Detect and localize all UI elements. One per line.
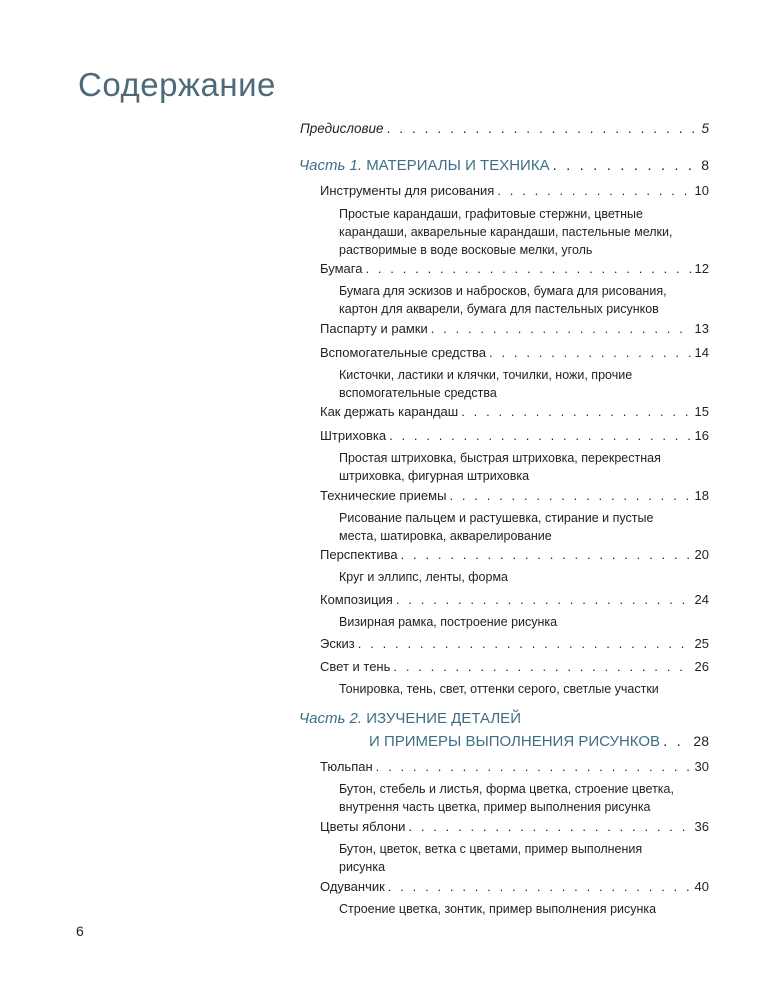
- toc-entry-label: Паспарту и рамки: [320, 321, 428, 336]
- toc-entry[interactable]: [320, 759, 709, 774]
- toc-entry-description: Рисование пальцем и растушевка, стирание и пустые места, шатировка, акварелирование: [339, 511, 654, 543]
- toc-entry-label: Свет и тень: [320, 659, 391, 674]
- part-title-continued: И ПРИМЕРЫ ВЫПОЛНЕНИЯ РИСУНКОВ: [369, 733, 661, 750]
- part-prefix: Часть 2.: [299, 710, 363, 727]
- toc-entry-label: Инструменты для рисования: [320, 183, 495, 198]
- dot-leader: [396, 592, 692, 607]
- toc-entry-page: 5: [701, 121, 709, 136]
- toc-entry-description: Кисточки, ластики и клячки, точилки, ножи, прочие вспомогательные средства: [339, 368, 633, 400]
- toc-entry-page: 18: [694, 488, 709, 503]
- part-title: ИЗУЧЕНИЕ ДЕТАЛЕЙ: [366, 710, 521, 727]
- dot-leader: [663, 733, 690, 750]
- toc-entry-label: Тюльпан: [320, 759, 373, 774]
- toc-entry[interactable]: [320, 819, 709, 834]
- dot-leader: [461, 404, 691, 419]
- dot-leader: [387, 121, 699, 136]
- toc-entry-description: Бутон, цветок, ветка с цветами, пример выполнения рисунка: [339, 842, 643, 874]
- toc-entry[interactable]: [320, 636, 709, 651]
- toc-entry-description: Простые карандаши, графитовые стержни, цветные карандаши, акварельные карандаши, пастельные мелки, растворимые в воде восковые мелки, уголь: [339, 207, 673, 257]
- toc-part-2[interactable]: [369, 733, 709, 750]
- dot-leader: [389, 428, 691, 443]
- dot-leader: [401, 547, 692, 562]
- toc-entry-description: Визирная рамка, построение рисунка: [339, 615, 558, 629]
- part-title: МАТЕРИАЛЫ И ТЕХНИКА: [366, 157, 550, 174]
- toc-entry[interactable]: [320, 321, 709, 336]
- dot-leader: [393, 659, 691, 674]
- toc-entry-page: 10: [694, 183, 709, 198]
- toc-entry-label: Одуванчик: [320, 879, 385, 894]
- toc-entry-label: Технические приемы: [320, 488, 447, 503]
- page-title: Содержание: [78, 66, 276, 103]
- dot-leader: [358, 636, 692, 651]
- toc-entry-label: Штриховка: [320, 428, 387, 443]
- toc-entry[interactable]: [320, 428, 709, 443]
- toc-entry-page: 36: [694, 819, 709, 834]
- toc-entry-page: 12: [694, 261, 709, 276]
- toc-entry-page: 30: [694, 759, 709, 774]
- toc-entry-page: 26: [694, 659, 709, 674]
- toc-entry-description: Круг и эллипс, ленты, форма: [339, 570, 509, 584]
- dot-leader: [376, 759, 692, 774]
- dot-leader: [365, 261, 691, 276]
- toc-entry[interactable]: [320, 261, 709, 276]
- dot-leader: [497, 183, 691, 198]
- toc-entry-description: Тонировка, тень, свет, оттенки серого, светлые участки: [339, 682, 659, 696]
- toc-entry-description: Строение цветка, зонтик, пример выполнения рисунка: [339, 902, 657, 916]
- toc-part-2-title[interactable]: [299, 710, 521, 727]
- toc-entry-page: 28: [693, 733, 709, 749]
- dot-leader: [449, 488, 691, 503]
- toc-entry-label: Цветы яблони: [320, 819, 406, 834]
- toc-entry[interactable]: [320, 345, 709, 360]
- toc-entry-description: Бутон, стебель и листья, форма цветка, строение цветка, внутрення часть цветка, пример выполнения рисунка: [339, 782, 674, 814]
- dot-leader: [553, 157, 699, 174]
- toc-entry[interactable]: [320, 547, 709, 562]
- part-prefix: Часть 1.: [299, 157, 363, 174]
- toc-part-1[interactable]: [299, 157, 709, 174]
- toc-entry-label: Вспомогательные средства: [320, 345, 487, 360]
- toc-entry-label: Перспектива: [320, 547, 398, 562]
- toc-entry-page: 15: [694, 404, 709, 419]
- dot-leader: [489, 345, 691, 360]
- toc-entry-page: 16: [694, 428, 709, 443]
- toc-entry[interactable]: [320, 404, 709, 419]
- toc-entry-label: Бумага: [320, 261, 363, 276]
- toc-entry[interactable]: [320, 488, 709, 503]
- toc-entry-page: 13: [694, 321, 709, 336]
- toc-entry-description: Простая штриховка, быстрая штриховка, перекрестная штриховка, фигурная штриховка: [339, 451, 661, 483]
- dot-leader: [431, 321, 692, 336]
- toc-entry-page: 20: [694, 547, 709, 562]
- toc-entry[interactable]: [320, 879, 709, 894]
- dot-leader: [408, 819, 691, 834]
- dot-leader: [388, 879, 692, 894]
- toc-entry-description: Бумага для эскизов и набросков, бумага для рисования, картон для акварели, бумага для пастельных рисунков: [339, 284, 667, 316]
- toc-entry-label: Предисловие: [300, 121, 384, 136]
- toc-entry[interactable]: [320, 183, 709, 198]
- page-number: 6: [76, 923, 84, 939]
- toc-entry[interactable]: [320, 659, 709, 674]
- toc-entry-label: Эскиз: [320, 636, 355, 651]
- toc-entry-page: 40: [694, 879, 709, 894]
- toc-entry-page: 24: [694, 592, 709, 607]
- toc-entry-page: 14: [694, 345, 709, 360]
- toc-entry-label: Композиция: [320, 592, 393, 607]
- toc-entry-page: 25: [694, 636, 709, 651]
- toc-entry-label: Как держать карандаш: [320, 404, 459, 419]
- toc-entry[interactable]: [320, 592, 709, 607]
- toc-entry-preface[interactable]: [300, 121, 709, 136]
- toc-entry-page: 8: [701, 157, 709, 173]
